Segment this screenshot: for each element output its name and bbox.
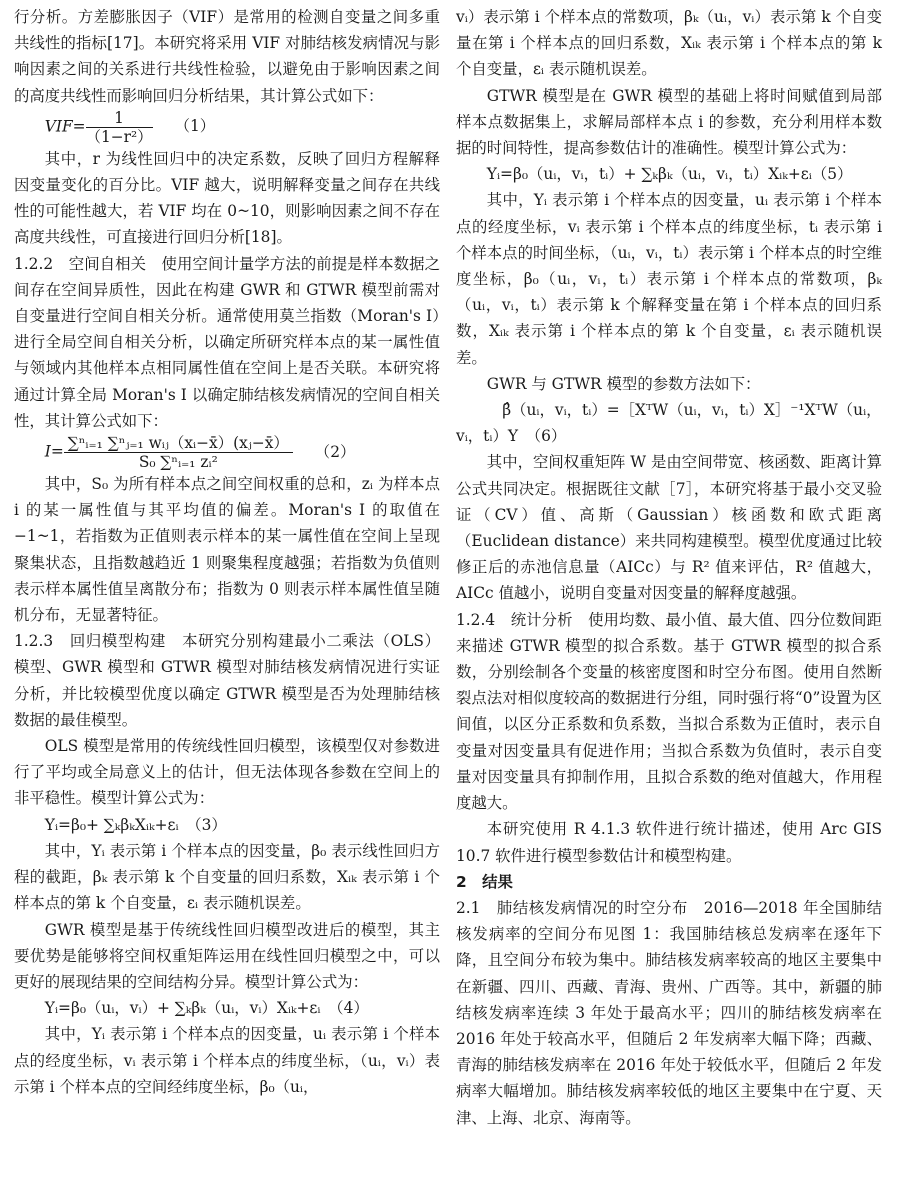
paragraph: 1.2.4 统计分析 使用均数、最小值、最大值、四分位数间距来描述 GTWR 模型的拟合系数。基于 GTWR 模型的拟合系数，分别绘制各个变量的核密度图和时空分布图。使用自然断裂点法对相似度较高的数据进行分组，同时强行将“0”设置为区间值，以区分正系数和负系数，当拟合系数为正值时，表示自变量对因变量具有促进作用；当拟合系数为负值时，表示自变量对因变量具有抑制作用，且拟合系数的绝对值越大，作用程度越大。 [456,610,882,813]
paragraph: vᵢ，tᵢ）Y （6） [456,427,567,446]
equation: Yᵢ=β₀（uᵢ，vᵢ，tᵢ）+ ∑ₖβₖ（uᵢ，vᵢ，tᵢ）Xᵢₖ+εᵢ（5） [486,165,853,184]
paragraph: 1.2.2 空间自相关 使用空间计量学方法的前提是样本数据之间存在空间异质性，因此在构建 GWR 和 GTWR 模型前需对自变量进行空间自相关分析。通常使用莫兰指数（Moran's I）进行全局空间自相关分析，以确定所研究样本点的某一属性值与领域内其他样本点相同属性值在空间上是否关联。本研究将通过计算全局 Moran's I 以确定肺结核发病情况的空间自相关性，其计算公式如下： [14,254,440,430]
fraction [64,434,293,471]
paragraph: 其中，Yᵢ 表示第 i 个样本点的因变量，uᵢ 表示第 i 个样本点的经度坐标，vᵢ 表示第 i 个样本点的纬度坐标，（uᵢ，vᵢ）表示第 i 个样本点的空间经纬度坐标，β₀（uᵢ， [14,1025,440,1096]
right-column [456,4,882,1131]
paragraph: 其中，Yᵢ 表示第 i 个样本点的因变量，uᵢ 表示第 i 个样本点的经度坐标，vᵢ 表示第 i 个样本点的纬度坐标，tᵢ 表示第 i 个样本点的时间坐标，（uᵢ，vᵢ，tᵢ）表示第 i 个样本点的时空维度坐标，β₀（uᵢ，vᵢ，tᵢ）表示第 i 个样本点的常数项，βₖ（uᵢ，vᵢ，tᵢ）表示第 k 个解释变量在第 i 个样本点的回归系数，Xᵢₖ 表示第 i 个样本点的第 k 个自变量，εᵢ 表示随机误差。 [456,191,882,367]
paragraph: OLS 模型是常用的传统线性回归模型，该模型仅对参数进行了平均或全局意义上的估计，但无法体现各参数在空间上的非平稳性。模型计算公式为： [14,737,440,808]
fraction-numerator: ∑ⁿᵢ₌₁ ∑ⁿⱼ₌₁ wᵢⱼ（xᵢ−x̄）(xⱼ−x̄） [64,434,293,453]
paragraph: 其中，Yᵢ 表示第 i 个样本点的因变量，β₀ 表示线性回归方程的截距，βₖ 表示第 k 个自变量的回归系数，Xᵢₖ 表示第 i 个样本点的第 k 个自变量，εᵢ 表示随机误差。 [14,841,440,913]
equation-number: （2） [314,442,356,461]
paragraph: GWR 与 GTWR 模型的参数方法如下： [486,374,761,393]
equation-number: （1） [174,117,216,136]
equation: β̂（uᵢ，vᵢ，tᵢ）=［XᵀW（uᵢ，vᵢ，tᵢ）X］⁻¹XᵀW（uᵢ， [502,401,882,420]
paragraph: GWR 模型是基于传统线性回归模型改进后的模型，其主要优势是能够将空间权重矩阵运用在线性回归模型之中，可以更好的展现结果的空间结构分异。模型计算公式为： [14,920,440,991]
equation [14,109,440,146]
paragraph: GTWR 模型是在 GWR 模型的基础上将时间赋值到局部样本点数据集上，求解局部样本点 i 的参数，充分利用样本数据的时间特性，提高参数估计的准确性。模型计算公式为： [456,86,882,158]
paragraph: vᵢ）表示第 i 个样本点的常数项，βₖ（uᵢ，vᵢ）表示第 k 个自变量在第 i 个样本点的回归系数，Xᵢₖ 表示第 i 个样本点的第 k 个自变量，εᵢ 表示随机误差。 [456,8,882,79]
equation [14,434,440,471]
left-column [14,4,440,1100]
fraction [86,109,153,146]
paragraph: 2.1 肺结核发病情况的时空分布 2016—2018 年全国肺结核发病率的空间分布见图 1：我国肺结核总发病率在逐年下降，且空间分布较为集中。肺结核发病率较高的地区主要集中在新疆、四川、西藏、青海、贵州、广西等。其中，新疆的肺结核发病率连续 3 年处于最高水平；四川的肺结核发病率在 2016 年处于较高水平，但随后 2 年发病率大幅下降；西藏、青海的肺结核发病率在 2016 年处于较低水平，但随后 2 年发病率大幅增加。肺结核发病率较低的地区主要集中在宁夏、天津、上海、北京、海南等。 [456,898,882,1127]
equation: Yᵢ=β₀+ ∑ₖβₖXᵢₖ+εᵢ （3） [44,815,227,834]
paragraph: 行分析。方差膨胀因子（VIF）是常用的检测自变量之间多重共线性的指标[17]。本研究将采用 VIF 对肺结核发病情况与影响因素之间的关系进行共线性检验，以避免由于影响因素之间的高度共线性而影响回归分析结果，其计算公式如下： [14,8,440,105]
equation-lhs: VIF= [44,117,86,136]
paragraph: 其中，r 为线性回归中的决定系数，反映了回归方程解释因变量变化的百分比。VIF 越大，说明解释变量之间存在共线性的可能性越大，若 VIF 均在 0~10，则影响因素之间不存在高度共线性，可直接进行回归分析[18]。 [14,149,440,247]
section-heading: 2 结果 [456,872,513,891]
paragraph: 1.2.3 回归模型构建 本研究分别构建最小二乘法（OLS）模型、GWR 模型和 GTWR 模型对肺结核发病情况进行实证分析，并比较模型优度以确定 GTWR 模型是否为处理肺结核数据的最佳模型。 [14,632,440,729]
paragraph: 其中，空间权重矩阵 W 是由空间带宽、核函数、距离计算公式共同决定。根据既往文献［7］，本研究将基于最小交叉验证（CV）值、高斯（Gaussian）核函数和欧式距离（Euclidean distance）来共同构建模型。模型优度通过比较修正后的赤池信息量（AICc）与 R² 值来评估，R² 值越大，AICc 值越小，说明自变量对因变量的解释度越强。 [456,453,882,603]
paragraph: 其中，S₀ 为所有样本点之间空间权重的总和，zᵢ 为样本点 i 的某一属性值与其平均值的偏差。Moran's I 的取值在 −1~1，若指数为正值则表示样本的某一属性值在空间上呈现聚集状态，且指数越趋近 1 则聚集程度越强；若指数为负值则表示样本属性值呈离散分布；指数为 0 则表示样本属性值呈随机分布，无显著特征。 [14,475,440,625]
equation: Yᵢ=β₀（uᵢ，vᵢ）+ ∑ₖβₖ（uᵢ，vᵢ）Xᵢₖ+εᵢ （4） [44,999,369,1018]
fraction-denominator: S₀ ∑ⁿᵢ₌₁ zᵢ² [138,453,218,472]
fraction-numerator: 1 [86,109,153,128]
fraction-denominator: （1−r²） [85,127,153,146]
paragraph: 本研究使用 R 4.1.3 软件进行统计描述，使用 Arc GIS 10.7 软件进行模型参数估计和模型构建。 [456,820,882,865]
equation-lhs: I= [44,442,64,461]
